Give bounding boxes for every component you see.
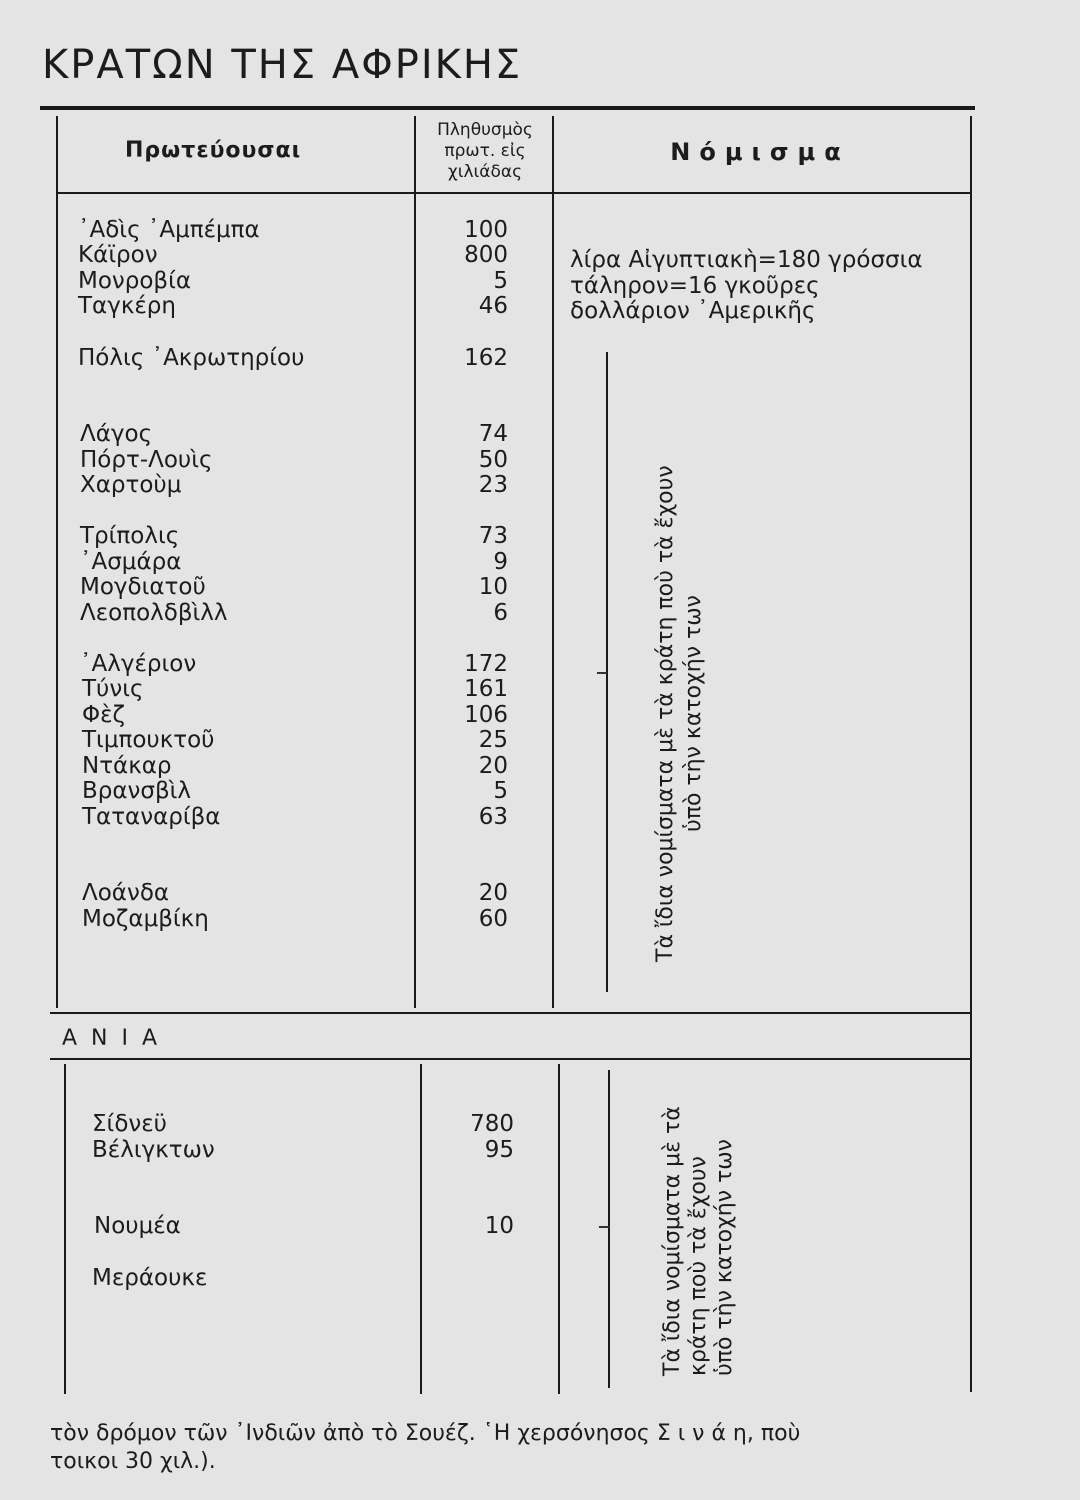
column-divider: [414, 116, 416, 1008]
page-title: ΚΡΑΤΩΝ ΤΗΣ ΑΦΡΙΚΗΣ: [42, 42, 523, 88]
currency-list: [570, 248, 923, 325]
table-row-population: 95: [484, 1137, 514, 1163]
footer-line: τὸν δρόμον τῶν ᾿Ινδιῶν ἀπὸ τὸ Σουέζ. ῾Η χερσόνησος Σ ι ν ά η, ποὺ: [50, 1421, 801, 1446]
column-divider: [552, 116, 554, 1008]
table-row-population: 9: [493, 549, 508, 575]
table-row-population: 46: [478, 293, 508, 319]
table-row-population: 25: [478, 727, 508, 753]
table-top-rule: [40, 106, 975, 110]
table-row-capital: Σίδνεϋ: [92, 1111, 167, 1137]
table-row-capital: Κάϊρον: [78, 242, 158, 268]
column-divider: [970, 116, 972, 1392]
population-header-line: πρωτ. εἰς: [444, 141, 526, 161]
section-label: ΑΝΙΑ: [62, 1026, 172, 1051]
currency-entry: τάληρον=16 γκοῦρες: [570, 272, 820, 299]
table-row-population: 74: [478, 421, 508, 447]
table-row-population: 106: [464, 702, 508, 728]
brace-tick: [599, 1226, 609, 1228]
table-row-population: 6: [493, 600, 508, 626]
table-row-capital: ᾿Ασμάρα: [80, 549, 182, 575]
note-line: ὑπὸ τὴν κατοχήν των: [681, 595, 706, 832]
brace-tick: [597, 672, 607, 674]
note-line: κράτη ποὺ τὰ ἔχουν: [686, 1156, 711, 1376]
table-row-population: 73: [478, 523, 508, 549]
table-row-capital: Λάγος: [80, 421, 153, 447]
table-row-capital: Λοάνδα: [82, 880, 170, 906]
column-divider: [64, 1064, 66, 1394]
table-row-capital: Λεοπολδβὶλλ: [80, 600, 228, 626]
table-row-population: 780: [470, 1111, 514, 1137]
population-header-line: Πληθυσμὸς: [437, 120, 533, 140]
table-row-capital: Μοζαμβίκη: [82, 906, 209, 932]
note-line: Τὰ ἴδια νομίσματα μὲ τὰ κράτη ποὺ τὰ ἔχουν: [653, 465, 678, 962]
table-row-capital: ᾿Αλγέριον: [80, 651, 197, 677]
table-row-population: 100: [464, 217, 508, 243]
table-row-population: 63: [478, 804, 508, 830]
note-line: ὑπὸ τὴν κατοχήν των: [712, 1139, 737, 1376]
table-row-capital: Ταγκέρη: [78, 293, 176, 319]
table-row-population: 23: [478, 472, 508, 498]
currency-entry: δολλάριον ᾿Αμερικῆς: [570, 298, 816, 324]
table-row-capital: Πόλις ᾿Ακρωτηρίου: [78, 345, 305, 371]
table-row-capital: Μογδιατοῦ: [80, 574, 206, 600]
table-row-capital: Ταταναρίβα: [82, 804, 221, 830]
table-row-capital: Τύνις: [82, 676, 144, 702]
table-row-capital: Τρίπολις: [80, 523, 180, 549]
table-row-capital: Μεράουκε: [92, 1265, 208, 1291]
table-row-capital: ᾿Αδὶς ᾿Αμπέμπα: [78, 217, 260, 243]
section-bottom-rule: [50, 1058, 972, 1060]
column-divider: [420, 1064, 422, 1394]
table-row-population: 60: [478, 906, 508, 932]
table-row-population: 800: [464, 242, 508, 268]
column-divider: [56, 116, 58, 1008]
table-row-capital: Χαρτοὺμ: [80, 472, 182, 498]
footer-text: [50, 1420, 800, 1476]
table-row-capital: Μονροβία: [78, 268, 192, 294]
table-row-population: 20: [478, 753, 508, 779]
currency-header: Νόμισμα: [670, 138, 850, 166]
capitals-header: Πρωτεύουσαι: [125, 138, 302, 163]
population-header: [420, 120, 550, 183]
column-divider: [558, 1064, 560, 1394]
table-row-population: 161: [464, 676, 508, 702]
table-row-capital: Βρανσβὶλ: [82, 778, 192, 804]
brace-line: [608, 1070, 610, 1388]
table-row-population: 172: [464, 651, 508, 677]
header-bottom-rule: [58, 192, 970, 194]
table-row-capital: Ντάκαρ: [82, 753, 172, 779]
currency-entry: λίρα Αἰγυπτιακὴ=180 γρόσσια: [570, 247, 923, 273]
table-row-population: 10: [478, 574, 508, 600]
table-row-population: 10: [484, 1213, 514, 1239]
africa-currency-note: [652, 465, 708, 962]
table-row-population: 5: [493, 778, 508, 804]
table-row-capital: Τιμπουκτοῦ: [82, 727, 215, 753]
table-row-population: 20: [478, 880, 508, 906]
table-row-capital: Φὲζ: [82, 702, 126, 728]
table-row-capital: Πόρτ-Λουὶς: [80, 447, 213, 473]
table-row-capital: Βέλιγκτων: [92, 1137, 215, 1163]
table-row-population: 5: [493, 268, 508, 294]
oceania-currency-note: [660, 1106, 738, 1376]
section-top-rule: [50, 1012, 972, 1014]
population-header-line: χιλιάδας: [447, 162, 523, 182]
note-line: Τὰ ἴδια νομίσματα μὲ τὰ: [660, 1106, 685, 1376]
footer-line: τοικοι 30 χιλ.).: [50, 1449, 216, 1474]
table-row-population: 162: [464, 345, 508, 371]
table-row-capital: Νουμέα: [94, 1213, 181, 1239]
table-row-population: 50: [478, 447, 508, 473]
